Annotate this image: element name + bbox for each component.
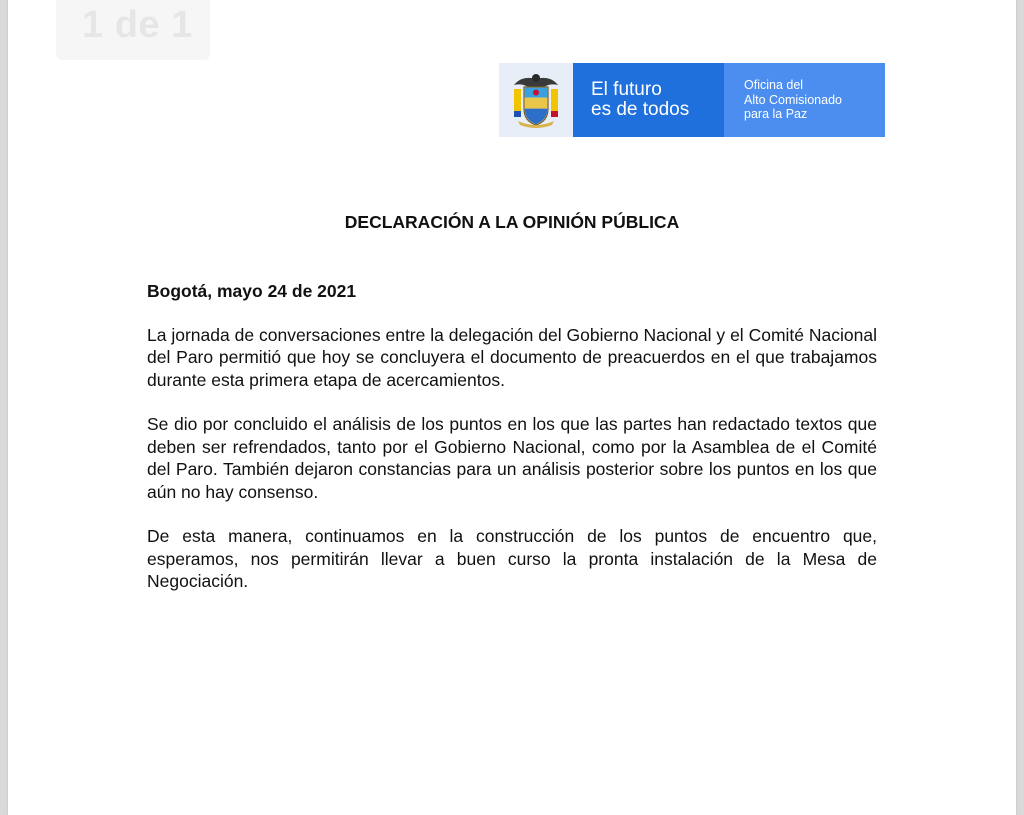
- body-paragraph-1: La jornada de conversaciones entre la delegación del Gobierno Nacional y el Comité Nacional del Paro permitió que hoy se concluyera el documento de preacuerdos en el que trabajamos durante esta primera etapa de acercamientos.: [147, 324, 877, 390]
- office-line-3: para la Paz: [744, 107, 808, 122]
- office-name-box: [724, 63, 885, 137]
- slogan-box: [573, 63, 724, 137]
- government-header-banner: [499, 63, 885, 137]
- page-counter-text: 1 de 1: [82, 4, 193, 46]
- page-counter-badge: [56, 0, 210, 60]
- body-paragraph-3: De esta manera, continuamos en la construcción de los puntos de encuentro que, esperamos, nos permitirán llevar a buen curso la pronta instalación de la Mesa de Negociación.: [147, 526, 877, 591]
- document-date: Bogotá, mayo 24 de 2021: [147, 281, 357, 301]
- colombia-coat-of-arms-icon: [510, 71, 562, 129]
- slogan-line-2: es de todos: [591, 99, 690, 120]
- office-line-1: Oficina del: [744, 78, 804, 93]
- body-paragraph-2: Se dio por concluido el análisis de los puntos en los que las partes han redactado textos que deben ser refrendados, tanto por el Gobierno Nacional, como por la Asamblea de el Comité del Paro. También dejaron constancias para un análisis posterior sobre los puntos en los que aún no hay consenso.: [147, 414, 877, 502]
- document-title: DECLARACIÓN A LA OPINIÓN PÚBLICA: [344, 212, 680, 232]
- document-body: [147, 280, 877, 615]
- coat-of-arms-box: [499, 63, 573, 137]
- slogan-line-1: El futuro: [591, 79, 662, 100]
- office-line-2: Alto Comisionado: [744, 92, 842, 107]
